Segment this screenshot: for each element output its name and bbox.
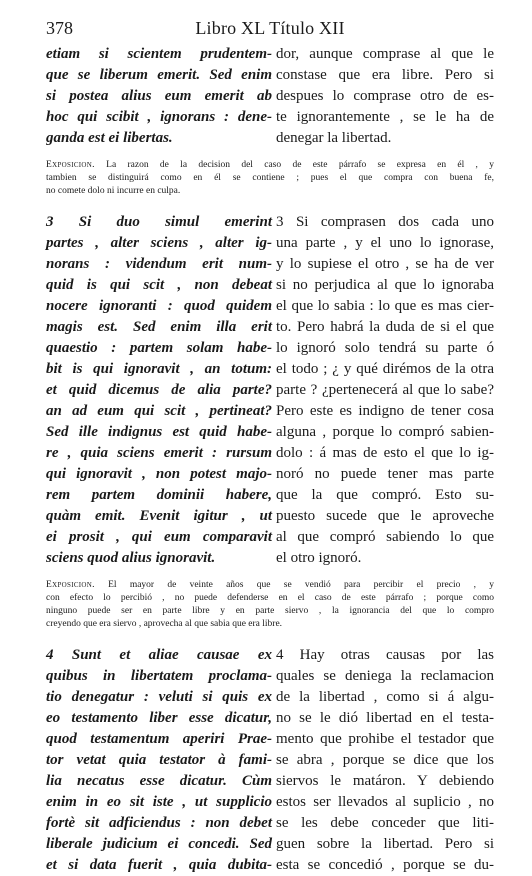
latin-line: et si data fuerit , quia dubita- [46,857,272,873]
spanish-line: y lo supiese el otro , se ha de ver [276,256,494,272]
spanish-line: despues lo comprase otro de es- [276,88,494,104]
spanish-line: el todo ; ¿ y qué dirémos de la otra [276,361,494,377]
note-line: creyendo que era siervo , aprovecha al que sabia que era libre. [46,619,283,629]
spanish-line: esta se concedió , porque se du- [276,857,494,873]
spanish-line: denegar la libertad. [276,130,392,146]
latin-line: hoc qui scibit , ignorans : dene- [46,109,272,125]
latin-line: an ad eum qui scit , pertineat? [46,403,272,419]
latin-line: que se liberum emerit. Sed enim [46,67,272,83]
spanish-line: lo ignoró solo tendrá su parte ó [276,340,494,356]
latin-line: rem partem dominii habere, [46,487,272,503]
spanish-line: mento que prohibe el testador que [276,731,494,747]
spanish-line: 4 Hay otras causas por las [276,647,494,663]
latin-line: eo testamento liber esse dicatur, [46,710,272,726]
latin-line: quibus in libertatem proclama- [46,668,272,684]
latin-line: ganda est ei libertas. [46,130,173,146]
spanish-line: que la que compró. Esto su- [276,487,494,503]
latin-line: magis est. Sed enim illa erit [46,319,272,335]
spanish-line: no se le dió libertad en el testa- [276,710,494,726]
running-title: Libro XL Título XII [195,18,345,38]
paragraph-3 [46,212,494,569]
latin-line: norans : videndum erit num- [46,256,272,272]
spanish-line: estos ser llevados al suplicio , no [276,794,494,810]
latin-column [46,645,272,876]
spanish-line: 3 Si comprasen dos cada uno [276,214,494,230]
spanish-line: de la libertad , como si á algu- [276,689,494,705]
spanish-line: dolo : á mas de esto el que lo ig- [276,445,494,461]
latin-line: nocere ignoranti : quod quidem [46,298,272,314]
spanish-column [276,645,494,876]
note-line: tambien se distinguirá como en él se contiene ; pues el que compra con buena fe, [46,173,494,183]
spanish-line: alguna , porque lo compró sabien- [276,424,494,440]
spanish-line: si no perjudica al que lo ignoraba [276,277,494,293]
page-number: 378 [46,18,73,38]
spanish-line: Pero este es indigno de tener cosa [276,403,494,419]
note-label: Exposicion. [46,160,95,170]
latin-line: enim in eo sit iste , ut supplicio [46,794,272,810]
spanish-column [276,212,494,569]
spanish-line: se abra , porque se dice que los [276,752,494,768]
latin-line: quàm emit. Evenit igitur , ut [46,508,272,524]
latin-line: sciens quod alius ignoravit. [46,550,216,566]
latin-line: partes , alter sciens , alter ig- [46,235,272,251]
latin-line: ei prosit , qui eum comparavit [46,529,272,545]
spanish-line: siervos le matáron. Y debiendo [276,773,494,789]
spanish-line: parte ? ¿pertenecerá al que lo sabe? [276,382,494,398]
latin-line: fortè sit adficiendus : non debet [46,815,272,831]
spanish-line: el que lo sabia : lo que es mas cier- [276,298,494,314]
latin-line: si postea alius eum emerit ab [46,88,272,104]
spanish-line: constase que era libre. Pero si [276,67,494,83]
note-line: no comete dolo ni incurre en culpa. [46,186,181,196]
note-line: ninguno puede ser en parte libre y en parte siervo , la ignorancia del que lo compro [46,606,494,616]
latin-line: 3 Si duo simul emerint [46,214,272,230]
latin-column [46,44,272,149]
latin-line: liberale judicium ei concedi. Sed [46,836,272,852]
exposicion-note [46,579,494,631]
spanish-line: guen sobre la libertad. Pero si [276,836,494,852]
latin-line: etiam si scientem prudentem- [46,46,272,62]
latin-line: quid is qui scit , non debeat [46,277,272,293]
paragraph-2-end [46,44,494,149]
spanish-line: noró no puede tener mas parte [276,466,494,482]
latin-line: tor vetat quia testator à fami- [46,752,272,768]
note-label: Exposicion. [46,580,95,590]
note-line: El mayor de veinte años que se vendió para percibir el precio , y [108,580,494,590]
spanish-line: to. Pero habrá la duda de si el que [276,319,494,335]
latin-line: re , quia sciens emerit : rursum [46,445,272,461]
note-line: La razon de la decision del caso de este párrafo se expresa en él , y [106,160,494,170]
paragraph-4 [46,645,494,876]
note-line: con efecto lo percibió , no puede defenderse en el caso de este párrafo ; porque como [46,593,494,603]
latin-column [46,212,272,569]
latin-line: qui ignoravit , non potest majo- [46,466,272,482]
spanish-line: se les debe conceder que liti- [276,815,494,831]
latin-line: Sed ille indignus est quid habe- [46,424,272,440]
page-header [46,18,494,44]
spanish-column [276,44,494,149]
latin-line: quod testamentum aperiri Prae- [46,731,272,747]
spanish-line: te ignorantemente , se le ha de [276,109,494,125]
latin-line: et quid dicemus de alia parte? [46,382,272,398]
latin-line: quaestio : partem solam habe- [46,340,272,356]
spanish-line: dor, aunque comprase al que le [276,46,494,62]
latin-line: 4 Sunt et aliae causae ex [46,647,272,663]
spanish-line: puesto sucede que le aproveche [276,508,494,524]
spanish-line: el otro ignoró. [276,550,362,566]
latin-line: tio denegatur : veluti si quis ex [46,689,272,705]
spanish-line: al que compró sabiendo lo que [276,529,494,545]
latin-line: lia necatus esse dicatur. Cùm [46,773,272,789]
latin-line: bit is qui ignoravit , an totum: [46,361,272,377]
spanish-line: una parte , y el uno lo ignorase, [276,235,494,251]
spanish-line: quales se deniega la reclamacion [276,668,494,684]
exposicion-note [46,159,494,198]
